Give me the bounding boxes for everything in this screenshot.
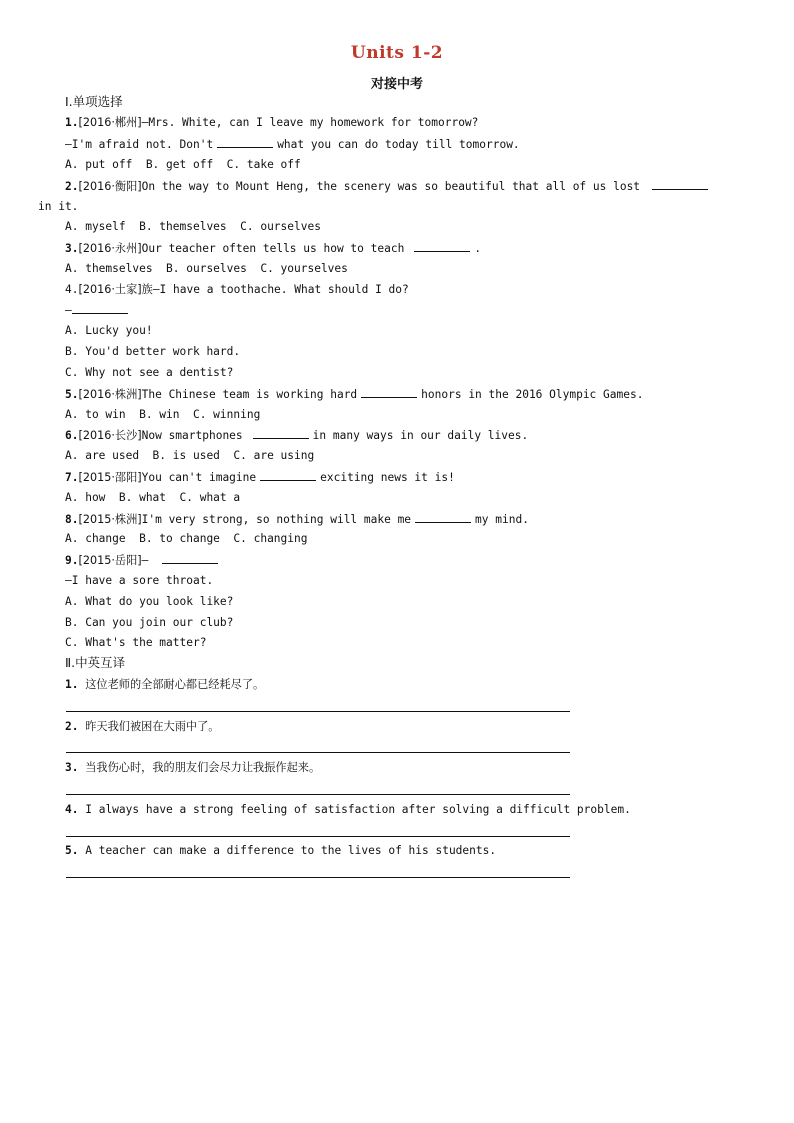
- page-subtitle: 对接中考: [370, 77, 423, 92]
- question-1-options: A. put off B. get off C. take off: [65, 158, 301, 171]
- answer-line[interactable]: [66, 794, 570, 795]
- question-source: [2015·邵阳]: [78, 471, 142, 484]
- page-title: Units 1-2: [350, 43, 444, 63]
- question-source: [2016·郴州]: [78, 116, 142, 129]
- question-9-option-a: A. What do you look like?: [65, 595, 234, 608]
- question-4-option-a: A. Lucky you!: [65, 324, 153, 337]
- question-source: [2015·岳阳]: [78, 554, 142, 567]
- question-2-options: A. myself B. themselves C. ourselves: [65, 220, 321, 233]
- answer-blank[interactable]: [162, 552, 218, 564]
- answer-line[interactable]: [66, 711, 570, 712]
- section-heading-choice: Ⅰ.单项选择: [65, 94, 123, 109]
- question-8: 8.[2015·株洲]I'm very strong, so nothing will make me my mind.: [65, 513, 529, 526]
- question-9-option-b: B. Can you join our club?: [65, 616, 234, 629]
- question-4-option-c: C. Why not see a dentist?: [65, 366, 234, 379]
- question-9-reply: —I have a sore throat.: [65, 574, 214, 587]
- question-5: 5.[2016·株洲]The Chinese team is working hard honors in the 2016 Olympic Games.: [65, 388, 644, 401]
- translation-3: 3. 当我伤心时，我的朋友们会尽力让我振作起来。: [65, 761, 321, 774]
- question-8-options: A. change B. to change C. changing: [65, 532, 308, 545]
- question-source: [2016·长沙]: [78, 429, 142, 442]
- answer-blank[interactable]: [652, 178, 708, 190]
- question-9-option-c: C. What's the matter?: [65, 636, 207, 649]
- question-7-options: A. how B. what C. what a: [65, 491, 241, 504]
- question-4-option-b: B. You'd better work hard.: [65, 345, 241, 358]
- answer-blank[interactable]: [415, 511, 471, 523]
- question-source: [2016·土家]族: [78, 283, 153, 296]
- question-1-line2: —I'm afraid not. Don't what you can do today till tomorrow.: [65, 138, 520, 151]
- answer-blank[interactable]: [260, 469, 316, 481]
- translation-1: 1. 这位老师的全部耐心都已经耗尽了。: [65, 678, 265, 691]
- section-heading-translation: Ⅱ.中英互译: [65, 655, 126, 670]
- translation-4: 4. I always have a strong feeling of satisfaction after solving a difficult problem.: [65, 803, 631, 816]
- answer-blank[interactable]: [217, 136, 273, 148]
- question-6: 6.[2016·长沙]Now smartphones in many ways in our daily lives.: [65, 429, 529, 442]
- question-3: 3.[2016·永州]Our teacher often tells us how to teach .: [65, 242, 482, 255]
- question-source: [2016·永州]: [78, 242, 142, 255]
- question-4: 4.[2016·土家]族—I have a toothache. What should I do?: [65, 283, 409, 296]
- translation-2: 2. 昨天我们被困在大雨中了。: [65, 720, 220, 733]
- question-2-continuation: in it.: [38, 200, 79, 213]
- question-1: 1.[2016·郴州]—Mrs. White, can I leave my homework for tomorrow?: [65, 116, 479, 129]
- question-4-response: —: [65, 302, 132, 319]
- answer-blank[interactable]: [253, 427, 309, 439]
- answer-line[interactable]: [66, 752, 570, 753]
- question-9: 9.[2015·岳阳]—: [65, 552, 222, 569]
- question-2: 2.[2016·衡阳]On the way to Mount Heng, the scenery was so beautiful that all of us lost: [65, 178, 712, 195]
- translation-5: 5. A teacher can make a difference to the lives of his students.: [65, 844, 497, 857]
- answer-blank[interactable]: [72, 302, 128, 314]
- question-source: [2016·株洲]: [78, 388, 142, 401]
- question-source: [2016·衡阳]: [78, 180, 142, 193]
- question-3-options: A. themselves B. ourselves C. yourselves: [65, 262, 348, 275]
- question-7: 7.[2015·邵阳]You can't imagine exciting news it is!: [65, 471, 455, 484]
- answer-line[interactable]: [66, 877, 570, 878]
- question-source: [2015·株洲]: [78, 513, 142, 526]
- question-5-options: A. to win B. win C. winning: [65, 408, 261, 421]
- answer-line[interactable]: [66, 836, 570, 837]
- answer-blank[interactable]: [414, 240, 470, 252]
- question-6-options: A. are used B. is used C. are using: [65, 449, 315, 462]
- answer-blank[interactable]: [361, 386, 417, 398]
